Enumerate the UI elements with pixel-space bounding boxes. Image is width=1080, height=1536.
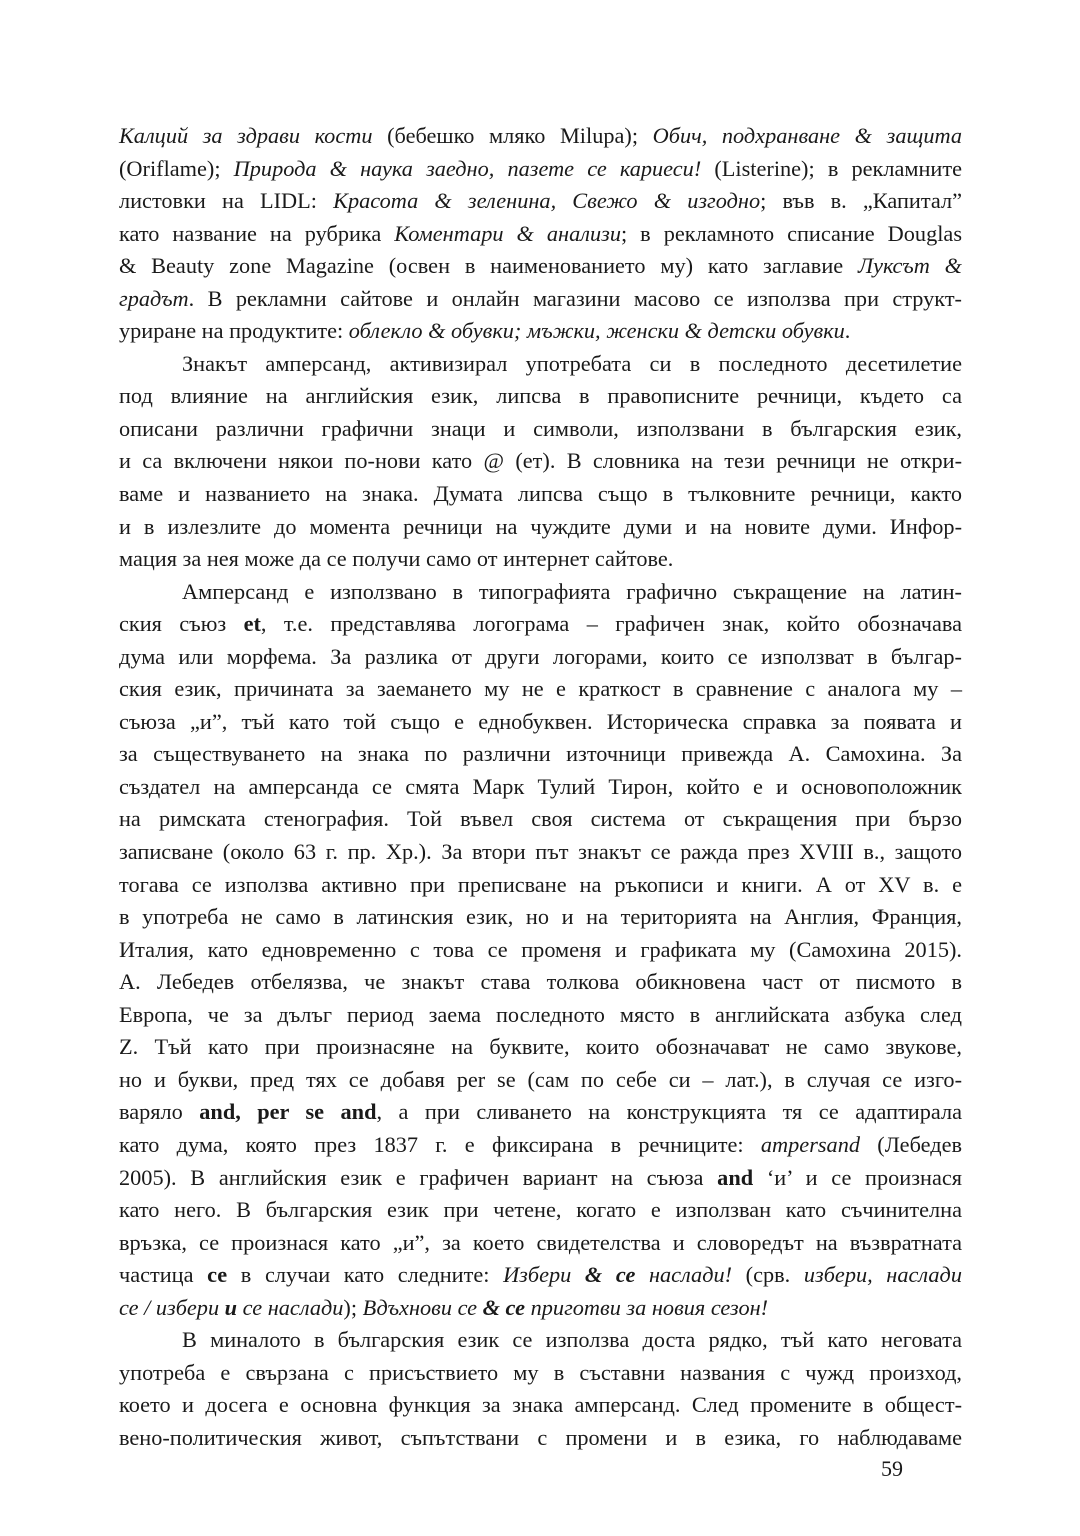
text-line — [119, 1129, 962, 1162]
text-segment: листовки на LIDL: — [119, 188, 334, 214]
text-segment: но и букви, пред тях се добавя per se (сам по себе си – лат.), в случая се изго- — [119, 1066, 962, 1092]
text-segment: се / избери — [119, 1294, 225, 1320]
text-segment: съюза „и”, тъй като той също е еднобуквен. Историческа справка за появата и — [119, 708, 962, 734]
text-segment: се наслади — [237, 1294, 344, 1320]
text-segment: под влияние на английския език, липсва в правописните речници, където са — [119, 383, 962, 409]
text-segment: Вдъхнови се — [362, 1294, 483, 1320]
text-line — [119, 218, 962, 251]
text-segment: и са включени някои по-нови като @ (ет). В словника на тези речници не откри- — [119, 448, 962, 474]
text-line — [119, 1389, 962, 1422]
text-segment: and — [717, 1164, 754, 1190]
text-line — [119, 1096, 962, 1129]
text-line — [119, 283, 962, 316]
text-line — [119, 836, 962, 869]
text-segment: Амперсанд е използвано в типографията графично съкращение на латин- — [182, 578, 962, 604]
text-segment: връзка, се произнася като „и”, за което свидетелства и словоредът на възвратната — [119, 1229, 962, 1255]
text-segment: се — [207, 1262, 228, 1288]
text-segment: & се — [584, 1262, 636, 1288]
page-number: 59 — [881, 1456, 903, 1481]
text-segment: Z. Тъй като при произнасяне на буквите, които обозначават не само звукове, — [119, 1034, 962, 1060]
text-segment: Калций за здрави кости — [119, 123, 373, 148]
text-line — [119, 1324, 962, 1357]
text-segment: мация за нея може да се получи само от интернет сайтове. — [119, 546, 674, 572]
text-segment: ския съюз — [119, 611, 244, 637]
text-segment: дума или морфема. За разлика от други логорами, които се използват в българ- — [119, 643, 962, 669]
text-segment: и в излезлите до момента речници на чуждите думи и на новите думи. Инфор- — [119, 513, 962, 539]
text-segment: (Listerine); в рекламните — [701, 155, 962, 181]
text-segment: , а при сливането на конструкцията тя се адаптирала — [376, 1099, 963, 1125]
text-segment: избери, наслади — [803, 1262, 962, 1288]
text-segment: наслади! — [635, 1262, 733, 1288]
text-line — [119, 380, 962, 413]
text-segment: създател на амперсанда се смята Марк Тулий Тирон, който е и основоположник — [119, 773, 962, 799]
text-segment: (бебешко мляко Milupa); — [372, 123, 653, 148]
text-segment: описани различни графични знаци и символи, използвани в българския език, — [119, 415, 962, 441]
text-line — [119, 1162, 962, 1195]
text-line — [119, 1064, 962, 1097]
text-segment: & се — [482, 1294, 526, 1320]
text-segment: варяло — [119, 1099, 200, 1125]
text-segment: частица — [119, 1262, 208, 1288]
text-line — [119, 673, 962, 706]
text-line — [119, 543, 962, 576]
text-line — [119, 771, 962, 804]
text-segment: записване (около 63 г. пр. Хр.). За втори път знакът се ражда през XVIII в., защото — [119, 839, 962, 865]
text-segment: Знакът амперсанд, активизирал употребата си в последното десетилетие — [182, 350, 962, 376]
text-segment: градът — [119, 285, 189, 311]
text-segment: (срв. — [732, 1262, 804, 1288]
text-segment: Европа, че за дълъг период заема последното място в английската азбука след — [119, 1001, 962, 1027]
text-line — [119, 738, 962, 771]
text-line — [119, 576, 962, 609]
text-line — [119, 1259, 962, 1292]
text-line — [119, 511, 962, 544]
text-segment: ampersand — [760, 1131, 861, 1157]
text-segment: тогава се използва активно при преписване на ръкописи и книги. А от XV в. е — [119, 871, 962, 897]
text-segment: като дума, която през 1837 г. е фиксирана в речниците: — [119, 1131, 761, 1157]
text-line — [119, 869, 962, 902]
text-line — [119, 1422, 962, 1455]
text-segment: et — [243, 611, 261, 637]
text-line — [119, 1292, 962, 1325]
text-line — [119, 608, 962, 641]
text-segment: в случаи като следните: — [227, 1262, 504, 1288]
text-line — [119, 185, 962, 218]
text-line — [119, 1227, 962, 1260]
text-segment: на римската стенография. Той въвел своя система от съкращения при бързо — [119, 806, 962, 832]
text-line — [119, 1357, 962, 1390]
text-segment: 2005). В английския език е графичен вариант на съюза — [119, 1164, 718, 1190]
text-segment: което и досега е основна функция за знака амперсанд. След промените в общест- — [119, 1392, 962, 1418]
text-segment: Красота & зеленина, Свежо & изгодно — [333, 188, 761, 214]
text-segment: (Лебедев — [860, 1131, 962, 1157]
text-segment: облекло & обувки; мъжки, женски & детски обувки — [348, 318, 845, 344]
text-segment: ския език, причината за заемането му не е краткост в сравнение с аналога му – — [119, 676, 962, 702]
text-segment: приготви за новия сезон! — [525, 1294, 769, 1320]
text-line — [119, 966, 962, 999]
text-segment: като него. В българския език при четене, когато е използван като съчинителна — [119, 1197, 962, 1223]
text-line — [119, 315, 962, 348]
text-segment: и — [224, 1294, 238, 1320]
text-segment: and, per se and — [199, 1099, 377, 1125]
text-segment: ваме и названието на знака. Думата липсва също в тълковните речници, както — [119, 481, 962, 507]
text-segment: ; във в. „Капитал” — [760, 188, 962, 214]
text-segment: , т.е. представлява логограма – графичен знак, който обозначава — [260, 611, 962, 637]
body-text — [119, 120, 962, 1454]
text-segment: А. Лебедев отбелязва, че знакът става толкова обикновена част от писмото в — [119, 969, 962, 995]
text-line — [119, 348, 962, 381]
text-line — [119, 153, 962, 186]
text-segment: Луксът & — [857, 253, 962, 279]
text-segment: & Beauty zone Magazine (освен в наименованието му) като заглавие — [119, 253, 858, 279]
text-segment: в употреба не само в латинския език, но и на територията на Англия, Франция, — [119, 904, 962, 930]
text-segment: В миналото в българския език се използва доста рядко, тъй като неговата — [182, 1327, 962, 1353]
text-segment: Обич, подхранване & защита — [652, 123, 962, 148]
text-line — [119, 803, 962, 836]
text-segment: употреба е свързана с присъствието му в съставни названия с чужд произход, — [119, 1359, 962, 1385]
text-line — [119, 120, 962, 153]
text-line — [119, 478, 962, 511]
text-line — [119, 413, 962, 446]
text-line — [119, 250, 962, 283]
text-segment: вено-политическия живот, съпътствани с промени и в езика, го наблюдаваме — [119, 1424, 962, 1450]
text-segment: за съществуването на знака по различни източници привежда А. Самохина. За — [119, 741, 962, 767]
text-segment: Коментари & анализи — [394, 220, 621, 246]
text-line — [119, 999, 962, 1032]
text-segment: уриране на продуктите: — [119, 318, 349, 344]
text-segment: Избери — [503, 1262, 585, 1288]
text-segment: Италия, като едновременно с това се променя и графиката му (Самохина 2015). — [119, 936, 962, 962]
text-segment: ‘и’ и се произнася — [753, 1164, 962, 1190]
text-line — [119, 901, 962, 934]
text-line — [119, 706, 962, 739]
text-segment: ); — [343, 1294, 363, 1320]
text-segment: . — [844, 318, 851, 344]
text-segment: като название на рубрика — [119, 220, 395, 246]
text-line — [119, 1031, 962, 1064]
text-segment: (Oriflame); — [119, 155, 234, 181]
text-segment: ; в рекламното списание Douglas — [620, 220, 962, 246]
text-line — [119, 641, 962, 674]
text-line — [119, 1194, 962, 1227]
text-segment: . В рекламни сайтове и онлайн магазини масово се използва при структ- — [188, 285, 962, 311]
text-line — [119, 934, 962, 967]
text-segment: Природа & наука заедно, пазете се кариеси! — [233, 155, 702, 181]
text-line — [119, 445, 962, 478]
